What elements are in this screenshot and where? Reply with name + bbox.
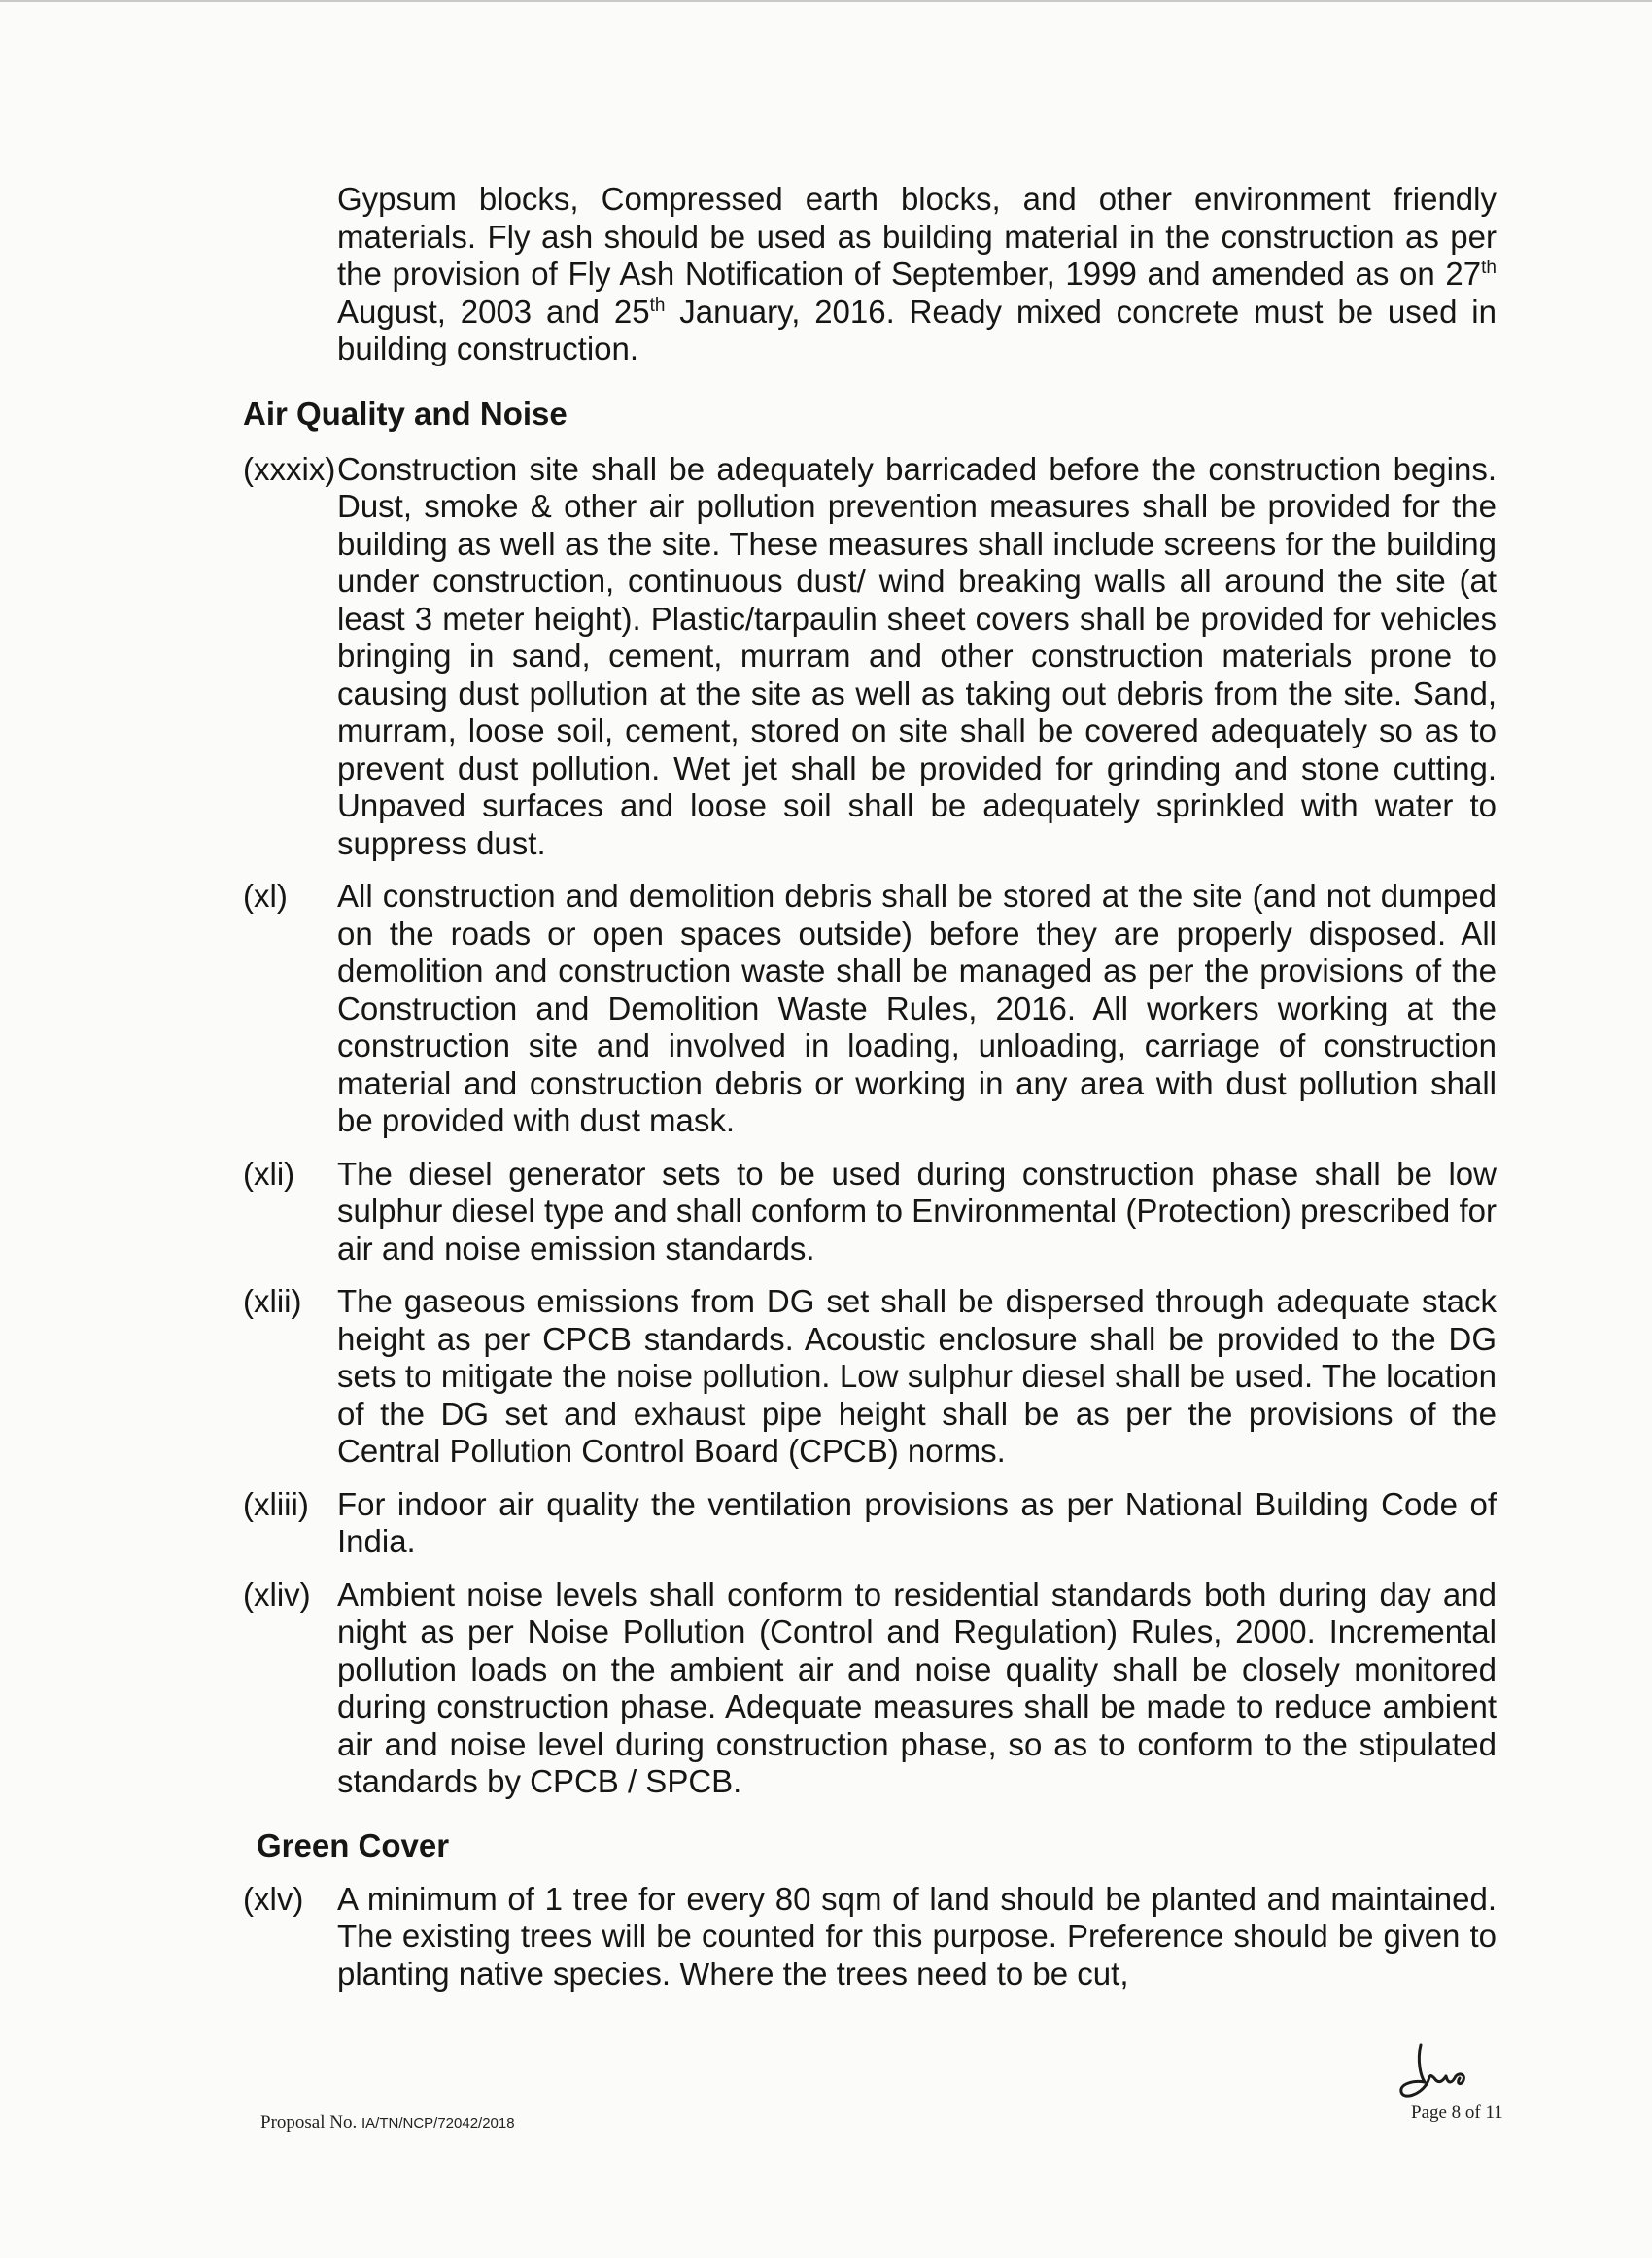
page-body [243, 181, 1497, 1993]
clause-number: (xli) [243, 1155, 295, 1192]
clause-xliii [243, 1486, 1497, 1561]
clause-xlv [243, 1881, 1497, 1994]
clause-text: The gaseous emissions from DG set shall be dispersed through adequate stack height as per CPCB standards. Acoustic enclosure shall be provided to the DG sets to mitigate the noise pollution. Low sulphur diesel shall be used. The location of the DG set and exhaust pipe height shall be as per the provisions of the Central Pollution Control Board (CPCB) norms. [337, 1283, 1497, 1469]
clause-xlii [243, 1283, 1497, 1471]
clause-number: (xlv) [243, 1880, 304, 1917]
intro-sup-1: th [1481, 258, 1497, 278]
intro-text-3: January, 2016. Ready mixed concrete must be used in building construction. [337, 293, 1497, 366]
intro-sup-2: th [649, 295, 666, 316]
signature-mark [1392, 2039, 1498, 2102]
section-heading-green-cover: Green Cover [257, 1826, 450, 1863]
intro-text-2: August, 2003 and 25 [337, 293, 650, 330]
footer-proposal [260, 2112, 515, 2134]
clause-number: (xlii) [243, 1283, 302, 1319]
clause-text: Construction site shall be adequately barricaded before the construction begins. Dust, smoke & other air pollution prevention measures shall be provided for the building as well as the site. These measures shall include screens for the building under construction, continuous dust/ wind breaking walls all around the site (at least 3 meter height). Plastic/tarpaulin sheet covers shall be provided for vehicles bringing in sand, cement, murram and other construction materials prone to causing dust pollution at the site as well as taking out debris from the site. Sand, murram, loose soil, cement, stored on site shall be covered adequately so as to prevent dust pollution. Wet jet shall be provided for grinding and stone cutting. Unpaved surfaces and loose soil shall be adequately sprinkled with water to suppress dust. [337, 450, 1497, 861]
proposal-code: IA/TN/NCP/72042/2018 [361, 2115, 515, 2132]
clause-number: (xliv) [243, 1576, 311, 1613]
clause-text: All construction and demolition debris shall be stored at the site (and not dumped on the roads or open spaces outside) before they are properly disposed. All demolition and construction waste shall be managed as per the provisions of the Construction and Demolition Waste Rules, 2016. All workers working at the construction site and involved in loading, unloading, carriage of construction material and construction debris or working in any area with dust pollution shall be provided with dust mask. [337, 878, 1497, 1138]
clause-text: A minimum of 1 tree for every 80 sqm of land should be planted and maintained. The existing trees will be counted for this purpose. Preference should be given to planting native species. Where the trees need to be cut, [337, 1880, 1497, 1992]
clause-number: (xliii) [243, 1485, 309, 1522]
clause-text: For indoor air quality the ventilation provisions as per National Building Code of India. [337, 1485, 1497, 1559]
section-heading-air-quality: Air Quality and Noise [243, 395, 568, 432]
clause-xl [243, 878, 1497, 1140]
clause-number: (xxxix) [243, 450, 336, 487]
page-number: Page 8 of 11 [1411, 2102, 1503, 2123]
scan-top-edge [0, 0, 1652, 2]
clause-xliv [243, 1577, 1497, 1801]
intro-text-1: Gypsum blocks, Compressed earth blocks, and other environment friendly materials. Fly ash should be used as building material in the construction as per the provision of Fly Ash Notification of September, 1999 and amended as on 27 [337, 181, 1497, 292]
proposal-label: Proposal No. [260, 2112, 358, 2133]
clause-text: The diesel generator sets to be used during construction phase shall be low sulphur diesel type and shall conform to Environmental (Protection) prescribed for air and noise emission standards. [337, 1155, 1497, 1267]
clause-xli [243, 1156, 1497, 1268]
clause-xxxix [243, 451, 1497, 863]
clause-number: (xl) [243, 878, 288, 914]
intro-paragraph [243, 181, 1497, 368]
clause-text: Ambient noise levels shall conform to residential standards both during day and night as per Noise Pollution (Control and Regulation) Rules, 2000. Incremental pollution loads on the ambient air and noise quality shall be closely monitored during construction phase. Adequate measures shall be made to reduce ambient air and noise level during construction phase, so as to conform to the stipulated standards by CPCB / SPCB. [337, 1576, 1497, 1799]
